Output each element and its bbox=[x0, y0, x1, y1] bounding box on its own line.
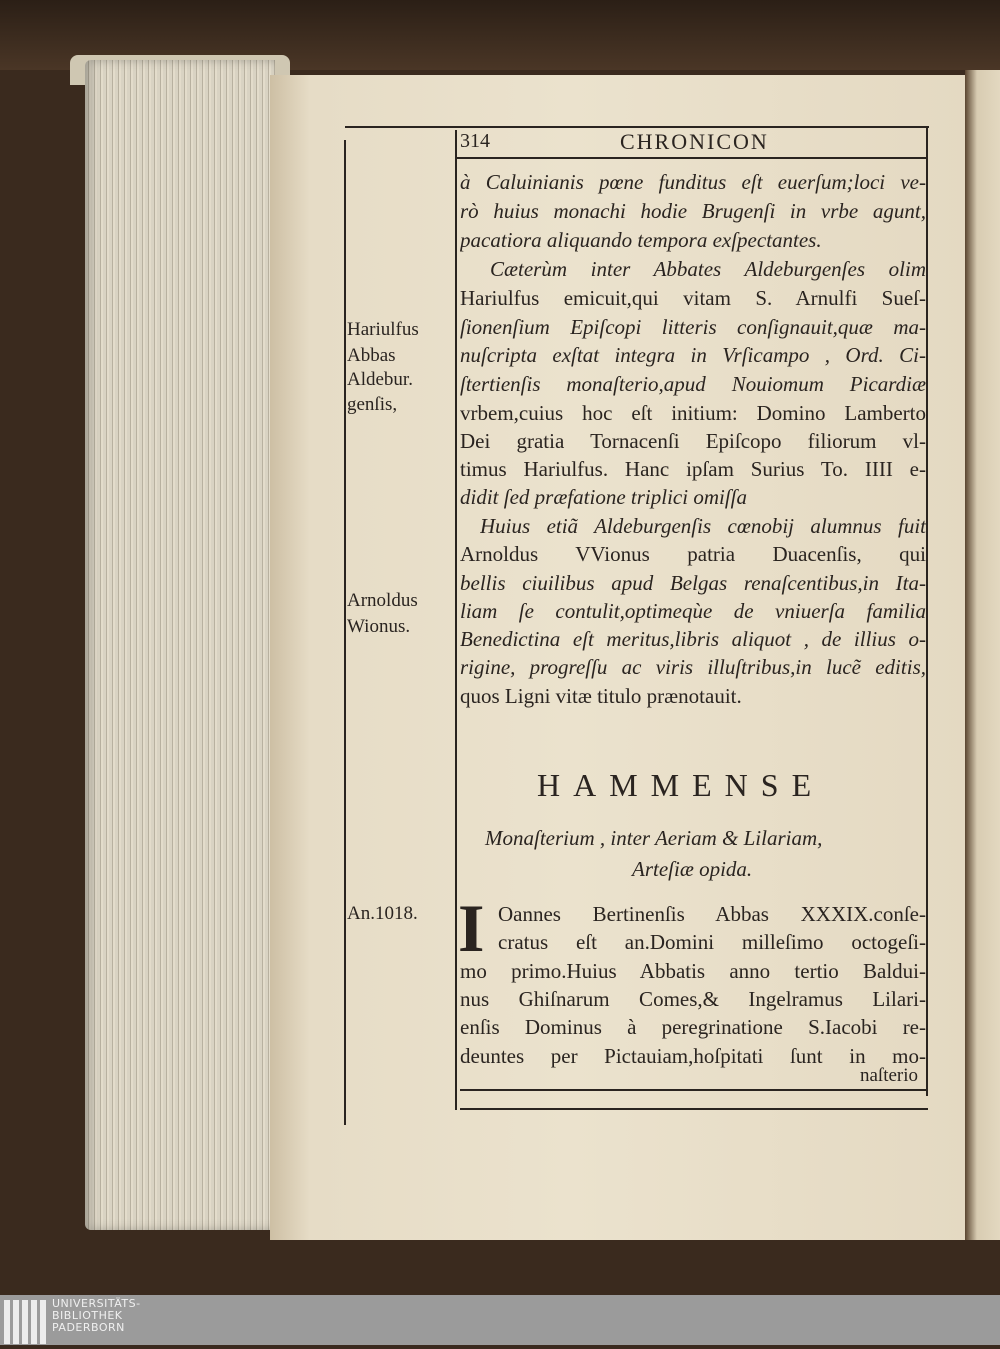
logo-line: BIBLIOTHEK bbox=[52, 1309, 123, 1322]
margin-note: Hariulfus bbox=[347, 319, 419, 340]
top-rule bbox=[345, 126, 929, 128]
bottom-rule bbox=[460, 1089, 926, 1091]
margin-note: Arnoldus bbox=[347, 590, 418, 611]
body-line: timus Hariulfus. Hanc ipſam Surius To. IIII e- bbox=[460, 457, 926, 481]
body-line: rò huius monachi hodie Brugenſi in vrbe agunt, bbox=[460, 199, 926, 223]
running-title: CHRONICON bbox=[620, 129, 769, 154]
body-line: nus Ghiſnarum Comes,& Ingelramus Lilari- bbox=[460, 987, 926, 1011]
body-line: Cæterùm inter Abbates Aldeburgenſes olim bbox=[490, 257, 926, 281]
logo-line: PADERBORN bbox=[52, 1321, 125, 1334]
body-line: Huius etiã Aldeburgenſis cœnobij alumnus fuit bbox=[480, 514, 926, 538]
body-line: cratus eſt an.Domini milleſimo octogeſi- bbox=[498, 930, 926, 954]
margin-note: Aldebur. bbox=[347, 369, 413, 390]
body-line: à Caluinianis pœne funditus eſt euerſum;loci ve- bbox=[460, 170, 926, 194]
body-line: liam ſe contulit,optimeqùe de vniuerſa familia bbox=[460, 599, 926, 623]
facing-page-edge bbox=[965, 70, 1000, 1240]
body-line: Arnoldus VVionus patria Duacenſis, qui bbox=[460, 542, 926, 566]
footer-bar bbox=[0, 1295, 1000, 1345]
body-line: ſtertienſis monaſterio,apud Nouiomum Picardiæ bbox=[460, 372, 926, 396]
header-rule bbox=[457, 157, 927, 159]
page-number: 314 bbox=[460, 130, 490, 152]
margin-note: Wionus. bbox=[347, 616, 411, 637]
body-line: quos Ligni vitæ titulo prænotauit. bbox=[460, 684, 742, 708]
section-subtitle-2: Arteſiæ opida. bbox=[632, 857, 753, 881]
margin-note: Abbas bbox=[347, 345, 396, 366]
library-logo-icon bbox=[4, 1300, 49, 1349]
margin-left-rule bbox=[344, 140, 346, 1125]
footer-rule bbox=[460, 1108, 928, 1110]
body-line: deuntes per Pictauiam,hoſpitati ſunt in mo- bbox=[460, 1044, 926, 1068]
body-line: mo primo.Huius Abbatis anno tertio Baldui- bbox=[460, 959, 926, 983]
body-line: nuſcripta exſtat integra in Vrſicampo , Ord. Ci- bbox=[460, 343, 926, 367]
margin-note: An.1018. bbox=[347, 903, 418, 924]
body-line: Dei gratia Tornacenſi Epiſcopo filiorum vl- bbox=[460, 429, 926, 453]
body-line: Oannes Bertinenſis Abbas XXXIX.conſe- bbox=[498, 902, 926, 926]
body-line: ſionenſium Epiſcopi litteris conſignauit,quæ ma- bbox=[460, 315, 926, 339]
section-subtitle-1: Monaſterium , inter Aeriam & Lilariam, bbox=[485, 826, 823, 850]
body-line: vrbem,cuius hoc eſt initium: Domino Lamberto bbox=[460, 401, 926, 425]
body-line: rigine, progreſſu ac viris illuſtribus,in lucẽ editis, bbox=[460, 655, 926, 679]
body-line: didit ſed præfatione triplici omiſſa bbox=[460, 485, 747, 509]
section-title: HAMMENSE bbox=[537, 767, 825, 803]
right-rule bbox=[926, 126, 928, 1096]
logo-line: UNIVERSITÄTS- bbox=[52, 1297, 141, 1310]
drop-cap: I bbox=[458, 890, 485, 966]
page-block-edges bbox=[85, 60, 275, 1230]
catchword: naſterio bbox=[860, 1065, 919, 1086]
library-logo-text bbox=[52, 1298, 141, 1334]
body-line: enſis Dominus à peregrinatione S.Iacobi re- bbox=[460, 1015, 926, 1039]
column-rule bbox=[455, 130, 457, 1110]
body-line: Benedictina eſt meritus,libris aliquot , de illius o- bbox=[460, 627, 926, 651]
body-line: Hariulfus emicuit,qui vitam S. Arnulfi Sueſ- bbox=[460, 286, 926, 310]
margin-note: genſis, bbox=[347, 394, 398, 415]
body-line: bellis ciuilibus apud Belgas renaſcentibus,in Ita- bbox=[460, 571, 926, 595]
body-line: pacatiora aliquando tempora exſpectantes. bbox=[460, 228, 822, 252]
